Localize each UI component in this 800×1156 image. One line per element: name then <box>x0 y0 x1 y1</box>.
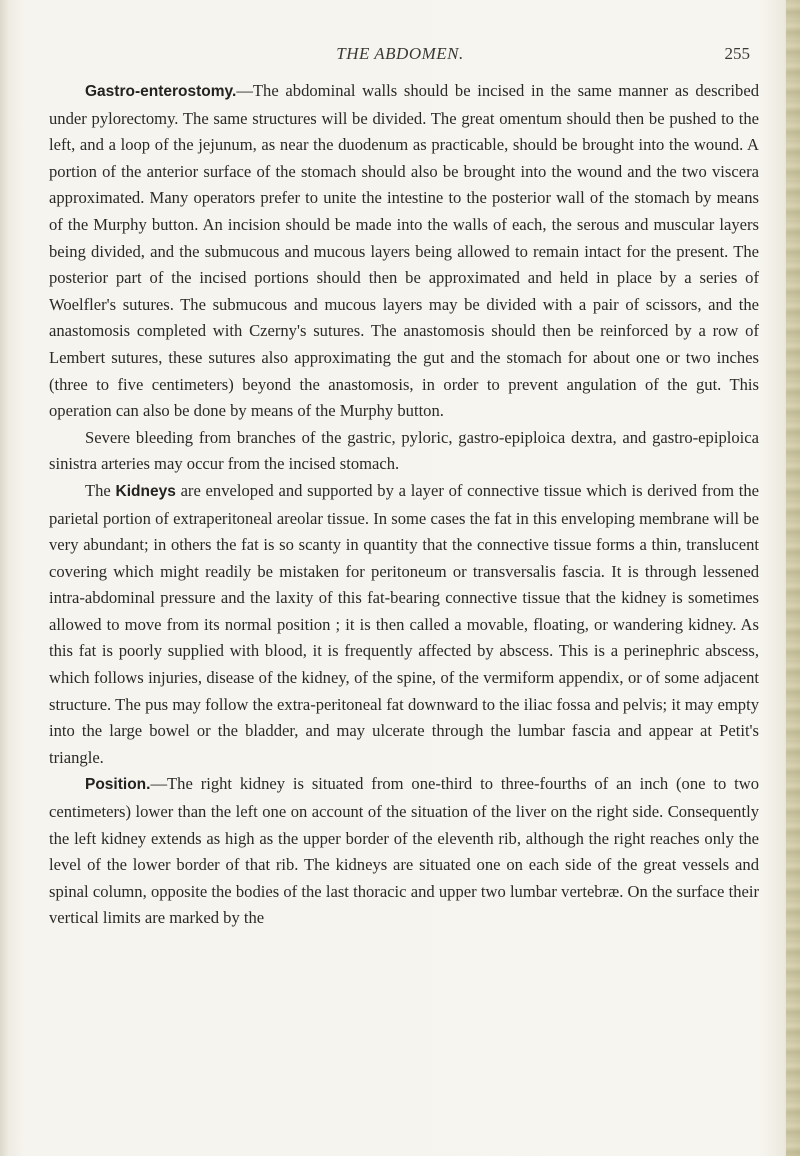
page-right-edge <box>786 0 800 1156</box>
page-left-edge <box>0 0 8 1156</box>
running-title: THE ABDOMEN. <box>336 44 464 63</box>
paragraph-bleeding <box>49 425 759 478</box>
body-text <box>49 78 759 932</box>
page-number: 255 <box>724 44 750 63</box>
heading-position: Position. <box>85 776 151 794</box>
paragraph-text: —The right kidney is situated from one-third to three-fourths of an inch (one to two centimeters) lower than the left one on account of the situation of the liver on the right side. Consequently the left kidney extends as high as the upper border of the eleventh rib, although the right reaches only the level of the lower border of that rib. The kidneys are situated one on each side of the great vessels and spinal column, opposite the bodies of the last thoracic and upper two lumbar vertebræ. On the surface their vertical limits are marked by the <box>49 774 759 928</box>
heading-kidneys: Kidneys <box>115 482 176 500</box>
paragraph-prefix: The <box>85 480 116 500</box>
paragraph-gastro-enterostomy <box>49 78 759 425</box>
paragraph-kidneys <box>49 478 759 772</box>
paragraph-text: are enveloped and supported by a layer of connective tissue which is derived from the parietal portion of extraperitoneal areolar tissue. In some cases the fat in this enveloping membrane will be very abundant; in others the fat is so scanty in quantity that the connective tissue forms a thin, translucent covering which might readily be mistaken for peritoneum or transversalis fascia. It is through lessened intra-abdominal pressure and the laxity of this fat-bearing connective tissue that the kidney is sometimes allowed to move from its normal position ; it is then called a movable, floating, or wandering kidney. As this fat is poorly supplied with blood, it is frequently affected by abscess. This is a perinephric abscess, which follows injuries, disease of the kidney, of the spine, of the vermiform appendix, or of some adjacent structure. The pus may follow the extra-peritoneal fat downward to the iliac fossa and pelvis; it may empty into the large bowel or the bladder, and may ulcerate through the lumbar fascia and appear at Petit's triangle. <box>49 480 760 767</box>
heading-gastro-enterostomy: Gastro-enterostomy. <box>85 83 237 100</box>
paragraph-text: Severe bleeding from branches of the gastric, pyloric, gastro-epiploica dextra, and gastro-epiploica sinistra arteries may occur from the incised stomach. <box>49 427 759 474</box>
paragraph-text: —The abdominal walls should be incised in the same manner as described under pylorectomy. The same structures will be divided. The great omentum should then be pushed to the left, and a loop of the jejunum, as near the duodenum as practicable, should be brought into the wound. A portion of the anterior surface of the stomach should also be brought into the wound and the two viscera approximated. Many operators prefer to unite the intestine to the posterior wall of the stomach by means of the Murphy button. An incision should be made into the walls of each, the serous and muscular layers being divided, and the submucous and mucous layers being allowed to remain intact for the present. The posterior part of the incised portions should then be approximated and held in place by a series of Woelfler's sutures. The submucous and mucous layers may be divided with a pair of scissors, and the anastomosis completed with Czerny's sutures. The anastomosis should then be reinforced by a row of Lembert sutures, these sutures also approximating the gut and the stomach for about one or two inches (three to five centimeters) beyond the anastomosis, in order to prevent angulation of the gut. This operation can also be done by means of the Murphy button. <box>49 81 759 421</box>
paragraph-position <box>49 771 759 932</box>
running-header <box>0 44 800 68</box>
